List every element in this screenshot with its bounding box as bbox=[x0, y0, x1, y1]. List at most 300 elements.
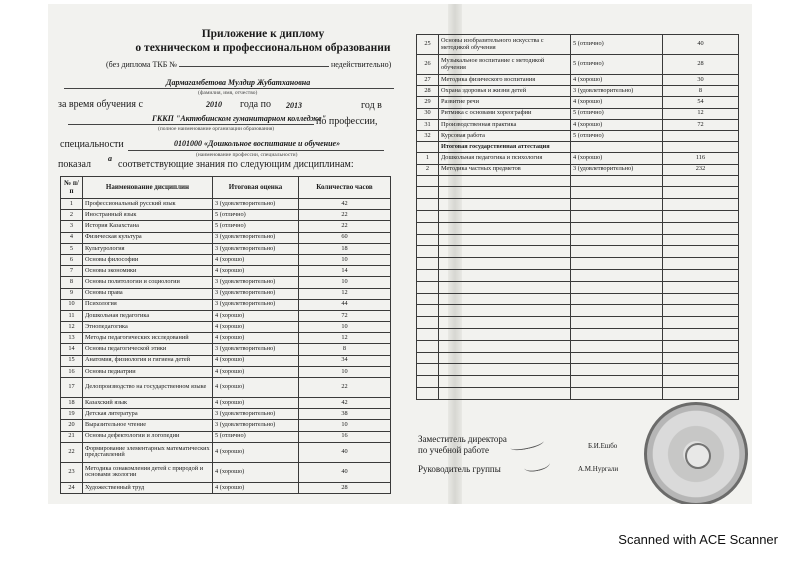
discipline-name: Охрана здоровья и жизни детей bbox=[439, 86, 571, 97]
empty-cell bbox=[439, 199, 571, 211]
empty-cell bbox=[439, 340, 571, 352]
final-grade: 4 (хорошо) bbox=[213, 442, 299, 462]
final-grade: 5 (отлично) bbox=[571, 130, 663, 141]
row-number: 8 bbox=[61, 277, 83, 288]
empty-row bbox=[417, 281, 739, 293]
discipline-name: Дошкольная педагогика bbox=[83, 310, 213, 321]
left-table-row bbox=[61, 299, 391, 310]
empty-cell bbox=[417, 234, 439, 246]
empty-cell bbox=[439, 281, 571, 293]
row-number: 13 bbox=[61, 333, 83, 344]
final-grade: 4 (хорошо) bbox=[213, 310, 299, 321]
college-name: ГККП "Актюбинском гуманитарном колледже" bbox=[152, 114, 327, 123]
final-grade: 3 (удовлетворительно) bbox=[213, 344, 299, 355]
row-number: 30 bbox=[417, 108, 439, 119]
empty-cell bbox=[571, 376, 663, 388]
header-no: № п/п bbox=[61, 177, 83, 199]
right-table-row bbox=[417, 55, 739, 75]
discipline-name: Основы политологии и социологии bbox=[83, 277, 213, 288]
hours-count: 10 bbox=[299, 420, 391, 431]
shown-text: соответствующие знания по следующим дисциплинам: bbox=[118, 159, 354, 170]
discipline-name: Методика частных предметов bbox=[439, 164, 571, 175]
empty-cell bbox=[571, 293, 663, 305]
deputy-name: Б.И.Ешбо bbox=[588, 442, 618, 450]
hours-count: 40 bbox=[299, 462, 391, 482]
row-number: 27 bbox=[417, 75, 439, 86]
header-hours: Количество часов bbox=[299, 177, 391, 199]
empty-cell bbox=[439, 305, 571, 317]
left-table-row bbox=[61, 210, 391, 221]
hours-count: 10 bbox=[299, 366, 391, 377]
discipline-name: Музыкальное воспитание с методикой обучения bbox=[439, 55, 571, 75]
hours-count: 42 bbox=[299, 199, 391, 210]
empty-cell bbox=[663, 281, 739, 293]
row-number: 9 bbox=[61, 288, 83, 299]
empty-cell bbox=[663, 222, 739, 234]
left-table-row bbox=[61, 322, 391, 333]
row-number: 5 bbox=[61, 243, 83, 254]
final-grade: 3 (удовлетворительно) bbox=[213, 243, 299, 254]
hours-count: 28 bbox=[663, 55, 739, 75]
discipline-name: Курсовая работа bbox=[439, 130, 571, 141]
discipline-name: Развитие речи bbox=[439, 97, 571, 108]
row-number: 26 bbox=[417, 55, 439, 75]
row-number: 3 bbox=[61, 221, 83, 232]
discipline-name: Итоговая государственная аттестация bbox=[439, 142, 571, 153]
row-number: 7 bbox=[61, 266, 83, 277]
empty-cell bbox=[417, 175, 439, 187]
hours-count: 30 bbox=[663, 75, 739, 86]
empty-row bbox=[417, 234, 739, 246]
discipline-name: Профессиональный русский язык bbox=[83, 199, 213, 210]
left-table-row bbox=[61, 344, 391, 355]
grades-table-left bbox=[60, 176, 391, 494]
row-number: 2 bbox=[417, 164, 439, 175]
empty-cell bbox=[571, 246, 663, 258]
empty-cell bbox=[571, 199, 663, 211]
shown-label: показал bbox=[58, 159, 91, 170]
final-grade: 3 (удовлетворительно) bbox=[213, 232, 299, 243]
final-grade: 4 (хорошо) bbox=[213, 366, 299, 377]
discipline-name: Выразительное чтение bbox=[83, 420, 213, 431]
final-grade: 4 (хорошо) bbox=[213, 462, 299, 482]
final-grade: 4 (хорошо) bbox=[213, 333, 299, 344]
left-table-row bbox=[61, 442, 391, 462]
final-grade: 4 (хорошо) bbox=[571, 119, 663, 130]
empty-row bbox=[417, 364, 739, 376]
row-number: 11 bbox=[61, 310, 83, 321]
row-number: 23 bbox=[61, 462, 83, 482]
final-grade: 5 (отлично) bbox=[571, 108, 663, 119]
profession-label: по профессии, bbox=[316, 116, 378, 127]
row-number: 17 bbox=[61, 378, 83, 398]
empty-cell bbox=[571, 281, 663, 293]
row-number: 32 bbox=[417, 130, 439, 141]
empty-cell bbox=[663, 258, 739, 270]
row-number: 25 bbox=[417, 35, 439, 55]
empty-cell bbox=[439, 187, 571, 199]
discipline-name: Культурология bbox=[83, 243, 213, 254]
hours-count: 28 bbox=[299, 482, 391, 493]
empty-row bbox=[417, 270, 739, 282]
left-table-row bbox=[61, 409, 391, 420]
empty-cell bbox=[439, 388, 571, 400]
discipline-name: Основы права bbox=[83, 288, 213, 299]
left-table-row bbox=[61, 482, 391, 493]
empty-cell bbox=[439, 222, 571, 234]
discipline-name: Физическая культура bbox=[83, 232, 213, 243]
empty-cell bbox=[439, 175, 571, 187]
empty-cell bbox=[439, 258, 571, 270]
name-caption: (фамилия, имя, отчество) bbox=[198, 90, 258, 96]
empty-cell bbox=[417, 246, 439, 258]
empty-cell bbox=[439, 329, 571, 341]
empty-cell bbox=[417, 187, 439, 199]
left-table-row bbox=[61, 431, 391, 442]
left-table-row bbox=[61, 420, 391, 431]
empty-cell bbox=[417, 293, 439, 305]
final-grade: 5 (отлично) bbox=[571, 35, 663, 55]
hours-count: 42 bbox=[299, 398, 391, 409]
row-number: 15 bbox=[61, 355, 83, 366]
empty-cell bbox=[571, 175, 663, 187]
deputy-title-line1: Заместитель директора bbox=[418, 434, 507, 444]
empty-cell bbox=[663, 305, 739, 317]
empty-row bbox=[417, 352, 739, 364]
hours-count: 34 bbox=[299, 355, 391, 366]
row-number: 19 bbox=[61, 409, 83, 420]
hours-count: 22 bbox=[299, 378, 391, 398]
year-to: 2013 bbox=[286, 101, 302, 110]
final-grade: 3 (удовлетворительно) bbox=[213, 288, 299, 299]
hours-count bbox=[663, 130, 739, 141]
empty-cell bbox=[417, 340, 439, 352]
hours-count: 10 bbox=[299, 254, 391, 265]
left-table-row bbox=[61, 221, 391, 232]
grades-table-right bbox=[416, 34, 739, 400]
empty-row bbox=[417, 376, 739, 388]
empty-cell bbox=[439, 352, 571, 364]
hours-count bbox=[663, 142, 739, 153]
empty-cell bbox=[439, 376, 571, 388]
college-caption: (полное наименование организации образования) bbox=[158, 126, 275, 132]
scanned-document bbox=[48, 4, 752, 504]
empty-cell bbox=[663, 234, 739, 246]
diploma-note bbox=[106, 60, 391, 69]
final-grade: 4 (хорошо) bbox=[213, 482, 299, 493]
discipline-name: Методика физического воспитания bbox=[439, 75, 571, 86]
empty-cell bbox=[663, 388, 739, 400]
left-table-row bbox=[61, 277, 391, 288]
discipline-name: Основы педиатрии bbox=[83, 366, 213, 377]
discipline-name: Основы экономики bbox=[83, 266, 213, 277]
diploma-suffix: недействительно) bbox=[330, 60, 392, 69]
final-grade: 4 (хорошо) bbox=[213, 378, 299, 398]
empty-cell bbox=[439, 211, 571, 223]
year-end: год в bbox=[361, 100, 382, 111]
empty-cell bbox=[571, 187, 663, 199]
final-grade: 3 (удовлетворительно) bbox=[571, 86, 663, 97]
discipline-name: Основы дефектологии и логопедии bbox=[83, 431, 213, 442]
discipline-name: Производственная практика bbox=[439, 119, 571, 130]
discipline-name: Детская литература bbox=[83, 409, 213, 420]
specialty-label: специальности bbox=[60, 139, 124, 150]
discipline-name: Методика ознакомления детей с природой и основами экологии bbox=[83, 462, 213, 482]
student-name: Дармагамбетова Мулдир Жубатхановна bbox=[166, 78, 311, 87]
hours-count: 10 bbox=[299, 322, 391, 333]
final-grade: 4 (хорошо) bbox=[213, 322, 299, 333]
year-from: 2010 bbox=[206, 100, 222, 109]
row-number bbox=[417, 142, 439, 153]
empty-cell bbox=[571, 305, 663, 317]
final-grade: 4 (хорошо) bbox=[571, 153, 663, 164]
hours-count: 8 bbox=[663, 86, 739, 97]
empty-cell bbox=[663, 175, 739, 187]
empty-row bbox=[417, 246, 739, 258]
empty-cell bbox=[439, 270, 571, 282]
empty-cell bbox=[571, 388, 663, 400]
left-table-row bbox=[61, 254, 391, 265]
header-grade: Итоговая оценка bbox=[213, 177, 299, 199]
discipline-name: История Казахстана bbox=[83, 221, 213, 232]
hours-count: 12 bbox=[663, 108, 739, 119]
right-table-row bbox=[417, 97, 739, 108]
discipline-name: Этнопедагогика bbox=[83, 322, 213, 333]
empty-cell bbox=[663, 364, 739, 376]
hours-count: 18 bbox=[299, 243, 391, 254]
empty-cell bbox=[417, 305, 439, 317]
empty-cell bbox=[663, 187, 739, 199]
official-seal bbox=[644, 402, 748, 504]
left-table-row bbox=[61, 243, 391, 254]
hours-count: 14 bbox=[299, 266, 391, 277]
discipline-name: Основы изобразительного искусства с методикой обучения bbox=[439, 35, 571, 55]
right-table-row bbox=[417, 75, 739, 86]
empty-cell bbox=[417, 222, 439, 234]
hours-count: 8 bbox=[299, 344, 391, 355]
final-grade: 4 (хорошо) bbox=[213, 254, 299, 265]
right-table-row bbox=[417, 130, 739, 141]
final-grade: 5 (отлично) bbox=[213, 210, 299, 221]
empty-cell bbox=[417, 281, 439, 293]
period-label: за время обучения с bbox=[58, 99, 143, 110]
group-head-name: А.М.Нургали bbox=[578, 465, 619, 473]
empty-cell bbox=[417, 199, 439, 211]
empty-cell bbox=[663, 352, 739, 364]
left-table-row bbox=[61, 355, 391, 366]
empty-row bbox=[417, 340, 739, 352]
empty-cell bbox=[417, 388, 439, 400]
final-grade: 4 (хорошо) bbox=[213, 398, 299, 409]
empty-row bbox=[417, 388, 739, 400]
empty-cell bbox=[571, 364, 663, 376]
hours-count: 16 bbox=[299, 431, 391, 442]
hours-count: 40 bbox=[299, 442, 391, 462]
left-table-row bbox=[61, 266, 391, 277]
empty-cell bbox=[571, 211, 663, 223]
empty-cell bbox=[663, 317, 739, 329]
discipline-name: Методы педагогических исследований bbox=[83, 333, 213, 344]
hours-count: 38 bbox=[299, 409, 391, 420]
discipline-name: Ритмика с основами хореографии bbox=[439, 108, 571, 119]
empty-row bbox=[417, 175, 739, 187]
discipline-name: Художественный труд bbox=[83, 482, 213, 493]
discipline-name: Делопроизводство на государственном языке bbox=[83, 378, 213, 398]
row-number: 21 bbox=[61, 431, 83, 442]
left-table-row bbox=[61, 462, 391, 482]
row-number: 6 bbox=[61, 254, 83, 265]
empty-row bbox=[417, 187, 739, 199]
row-number: 29 bbox=[417, 97, 439, 108]
final-grade: 5 (отлично) bbox=[571, 55, 663, 75]
empty-cell bbox=[663, 199, 739, 211]
empty-cell bbox=[663, 329, 739, 341]
empty-cell bbox=[417, 352, 439, 364]
discipline-name: Основы педагогической этики bbox=[83, 344, 213, 355]
hours-count: 72 bbox=[299, 310, 391, 321]
final-grade: 3 (удовлетворительно) bbox=[213, 199, 299, 210]
specialty-caption: (наименование профессии, специальности) bbox=[196, 152, 298, 158]
empty-cell bbox=[571, 270, 663, 282]
left-table-row bbox=[61, 398, 391, 409]
row-number: 16 bbox=[61, 366, 83, 377]
empty-cell bbox=[663, 376, 739, 388]
discipline-name: Дошкольная педагогика и психология bbox=[439, 153, 571, 164]
empty-cell bbox=[571, 222, 663, 234]
discipline-name: Формирование элементарных математических представлений bbox=[83, 442, 213, 462]
header-name: Наименование дисциплин bbox=[83, 177, 213, 199]
left-table-row bbox=[61, 310, 391, 321]
hours-count: 22 bbox=[299, 210, 391, 221]
row-number: 10 bbox=[61, 299, 83, 310]
right-table-row bbox=[417, 142, 739, 153]
left-table-row bbox=[61, 288, 391, 299]
discipline-name: Основы философии bbox=[83, 254, 213, 265]
right-table-row bbox=[417, 86, 739, 97]
hours-count: 54 bbox=[663, 97, 739, 108]
row-number: 24 bbox=[61, 482, 83, 493]
empty-row bbox=[417, 317, 739, 329]
row-number: 28 bbox=[417, 86, 439, 97]
hours-count: 12 bbox=[299, 288, 391, 299]
discipline-name: Анатомия, физиология и гигиена детей bbox=[83, 355, 213, 366]
deputy-title-line2: по учебной работе bbox=[418, 445, 489, 455]
discipline-name: Психология bbox=[83, 299, 213, 310]
right-table-row bbox=[417, 35, 739, 55]
right-table-row bbox=[417, 164, 739, 175]
doc-title-line1: Приложение к диплому bbox=[201, 28, 325, 40]
final-grade: 3 (удовлетворительно) bbox=[213, 420, 299, 431]
empty-cell bbox=[417, 211, 439, 223]
discipline-name: Иностранный язык bbox=[83, 210, 213, 221]
empty-cell bbox=[571, 340, 663, 352]
empty-cell bbox=[417, 270, 439, 282]
empty-row bbox=[417, 258, 739, 270]
empty-cell bbox=[571, 352, 663, 364]
deputy-signature bbox=[509, 437, 544, 453]
discipline-name: Казахский язык bbox=[83, 398, 213, 409]
hours-count: 22 bbox=[299, 221, 391, 232]
empty-cell bbox=[417, 376, 439, 388]
empty-cell bbox=[663, 270, 739, 282]
final-grade bbox=[571, 142, 663, 153]
empty-cell bbox=[417, 329, 439, 341]
row-number: 18 bbox=[61, 398, 83, 409]
diploma-no-label: № bbox=[169, 60, 177, 69]
left-table-row bbox=[61, 333, 391, 344]
right-table-row bbox=[417, 119, 739, 130]
shown-mark: а bbox=[108, 154, 112, 163]
empty-cell bbox=[417, 364, 439, 376]
empty-cell bbox=[571, 317, 663, 329]
row-number: 14 bbox=[61, 344, 83, 355]
empty-row bbox=[417, 211, 739, 223]
hours-count: 10 bbox=[299, 277, 391, 288]
hours-count: 232 bbox=[663, 164, 739, 175]
hours-count: 12 bbox=[299, 333, 391, 344]
hours-count: 72 bbox=[663, 119, 739, 130]
left-table-row bbox=[61, 366, 391, 377]
empty-cell bbox=[663, 340, 739, 352]
empty-cell bbox=[417, 258, 439, 270]
row-number: 4 bbox=[61, 232, 83, 243]
row-number: 31 bbox=[417, 119, 439, 130]
empty-cell bbox=[571, 258, 663, 270]
left-table-row bbox=[61, 378, 391, 398]
final-grade: 5 (отлично) bbox=[213, 431, 299, 442]
hours-count: 40 bbox=[663, 35, 739, 55]
left-table-row bbox=[61, 199, 391, 210]
empty-row bbox=[417, 305, 739, 317]
empty-cell bbox=[663, 293, 739, 305]
final-grade: 3 (удовлетворительно) bbox=[213, 299, 299, 310]
row-number: 1 bbox=[417, 153, 439, 164]
empty-cell bbox=[439, 246, 571, 258]
empty-row bbox=[417, 329, 739, 341]
empty-cell bbox=[439, 234, 571, 246]
final-grade: 4 (хорошо) bbox=[571, 75, 663, 86]
row-number: 22 bbox=[61, 442, 83, 462]
row-number: 2 bbox=[61, 210, 83, 221]
empty-cell bbox=[439, 293, 571, 305]
hours-count: 44 bbox=[299, 299, 391, 310]
empty-row bbox=[417, 293, 739, 305]
group-head-label: Руководитель группы bbox=[418, 464, 501, 474]
hours-count: 116 bbox=[663, 153, 739, 164]
empty-cell bbox=[439, 364, 571, 376]
scanner-watermark: Scanned with ACE Scanner bbox=[618, 532, 778, 547]
final-grade: 3 (удовлетворительно) bbox=[213, 277, 299, 288]
final-grade: 4 (хорошо) bbox=[571, 97, 663, 108]
empty-cell bbox=[571, 234, 663, 246]
row-number: 20 bbox=[61, 420, 83, 431]
final-grade: 4 (хорошо) bbox=[213, 355, 299, 366]
final-grade: 5 (отлично) bbox=[213, 221, 299, 232]
empty-cell bbox=[417, 317, 439, 329]
hours-count: 60 bbox=[299, 232, 391, 243]
right-table-row bbox=[417, 108, 739, 119]
year-mid: года по bbox=[240, 99, 271, 110]
empty-row bbox=[417, 222, 739, 234]
final-grade: 3 (удовлетворительно) bbox=[571, 164, 663, 175]
empty-cell bbox=[663, 211, 739, 223]
diploma-prefix: (без диплома ТКБ bbox=[106, 60, 168, 69]
doc-title-line2: о техническом и профессиональном образовании bbox=[135, 42, 391, 54]
empty-cell bbox=[439, 317, 571, 329]
empty-cell bbox=[571, 329, 663, 341]
left-table-row bbox=[61, 232, 391, 243]
specialty-value: 0101000 «Дошкольное воспитание и обучение» bbox=[174, 139, 341, 148]
